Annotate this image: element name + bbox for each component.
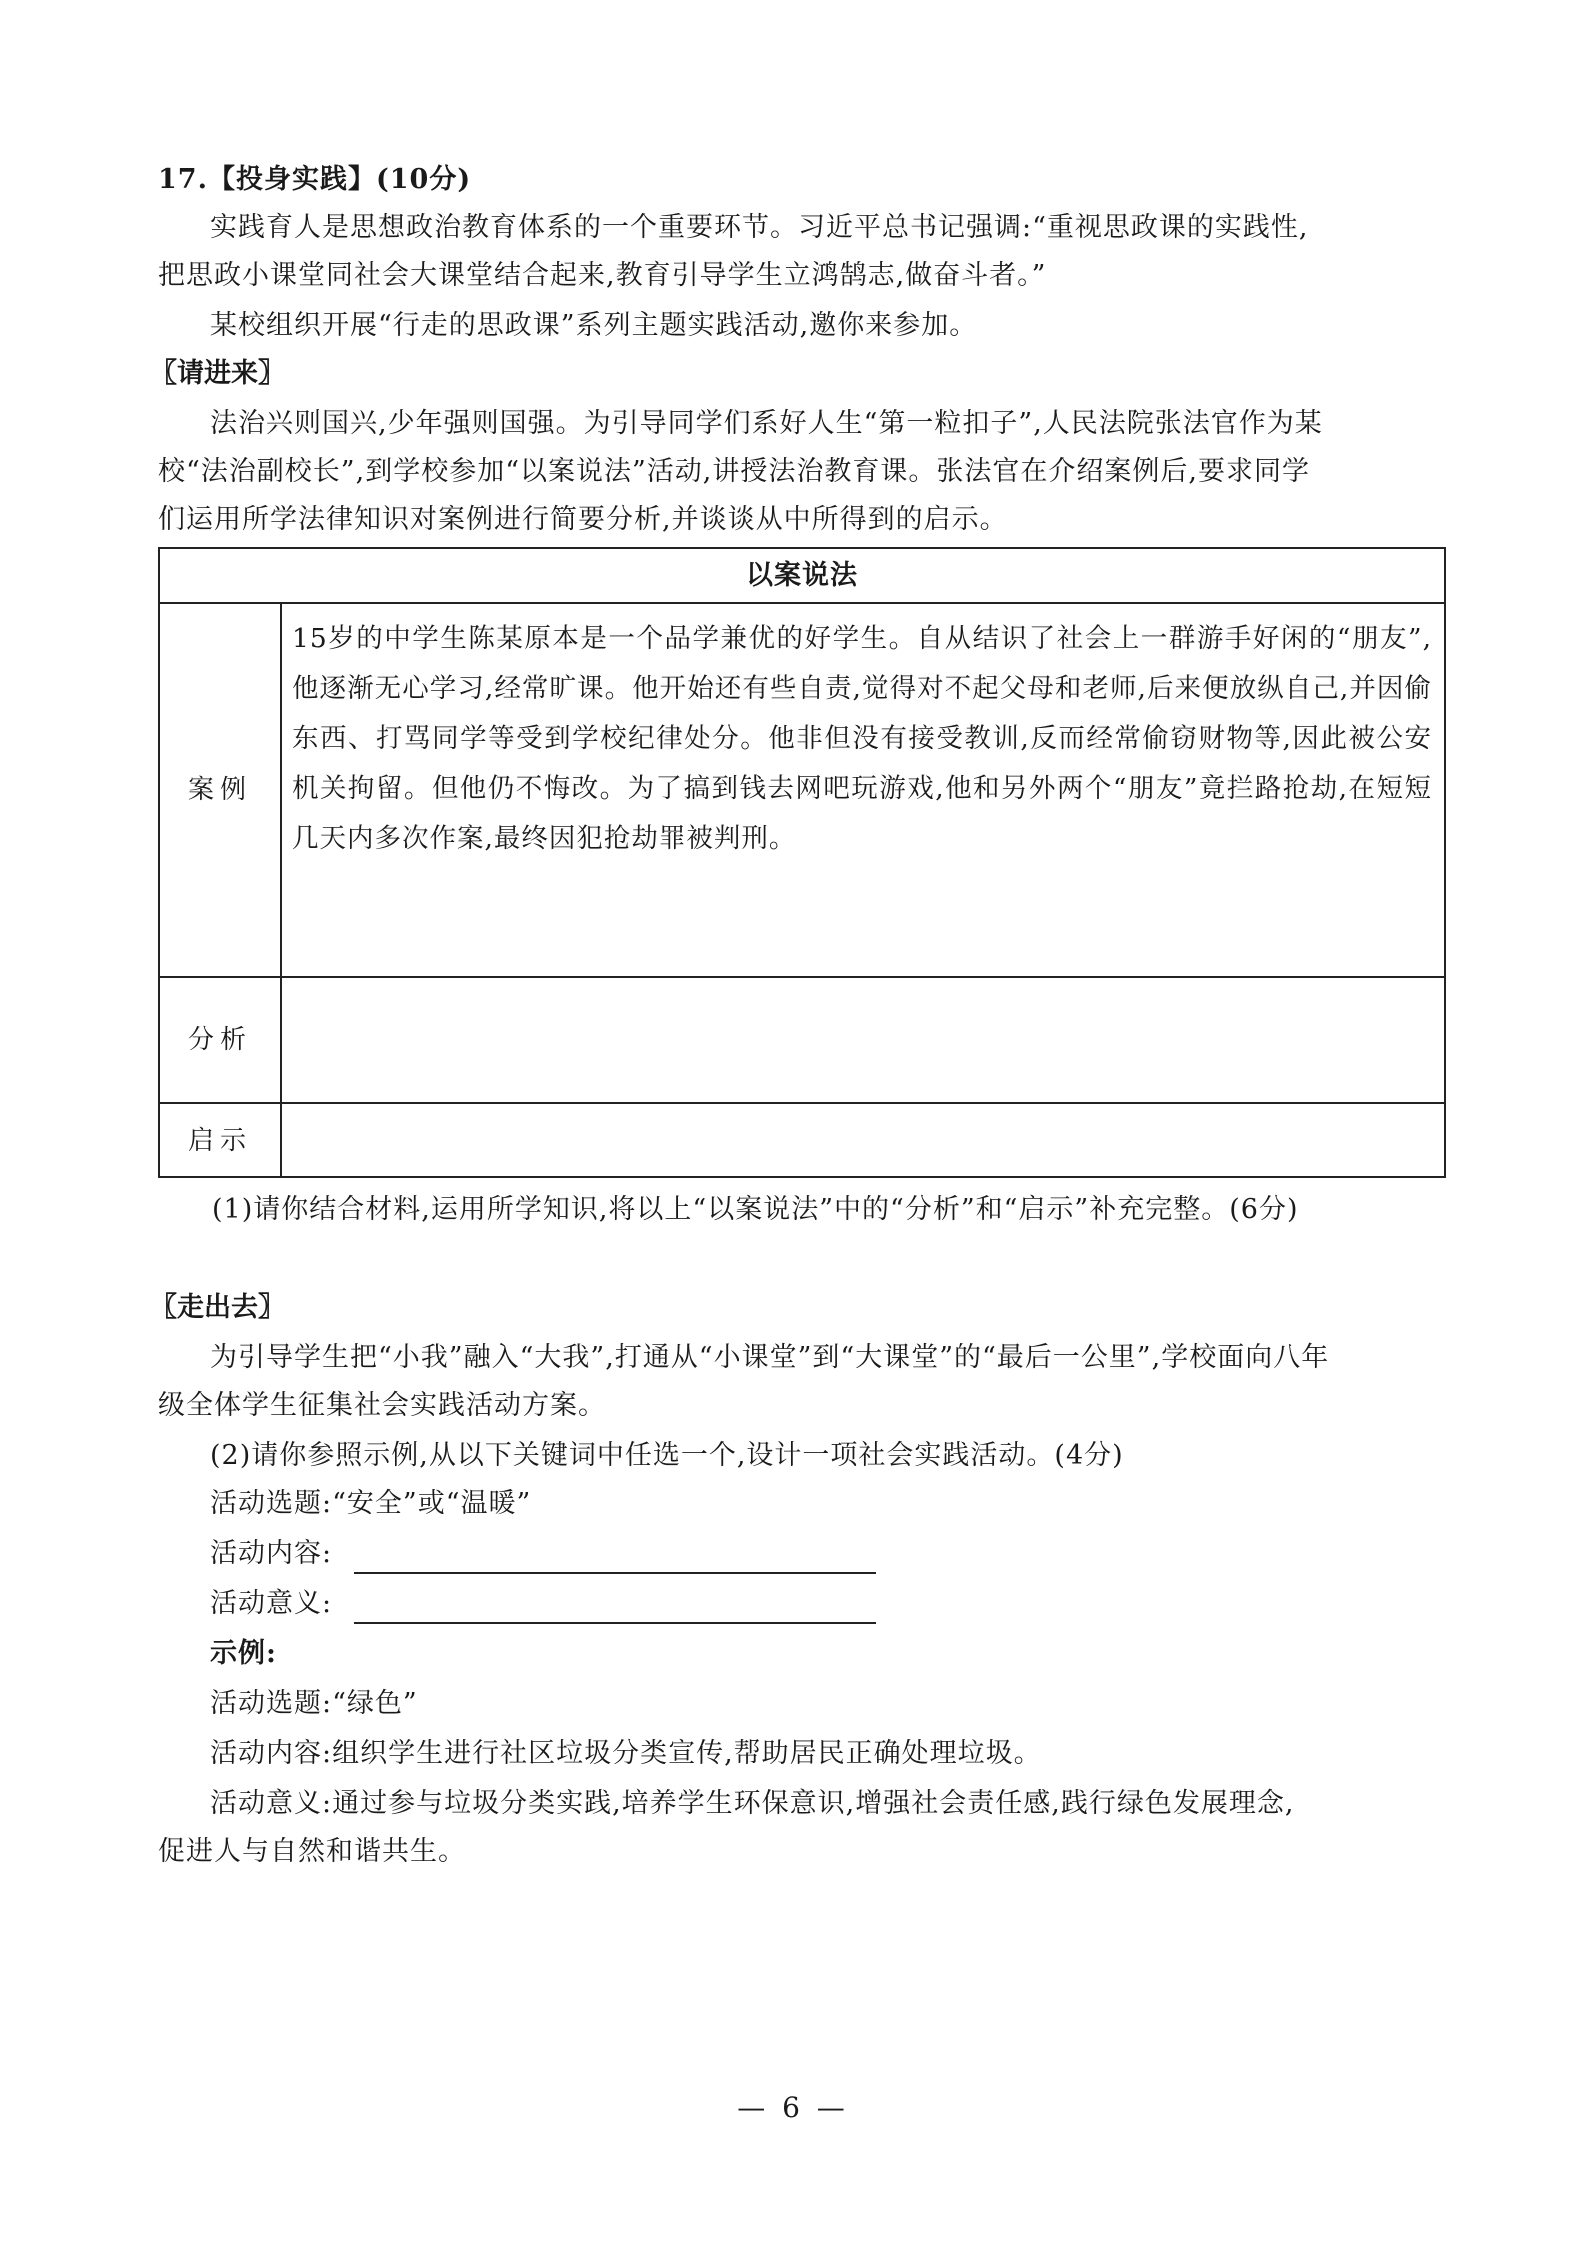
example-heading: 示例: (210, 1638, 277, 1669)
activity-meaning-label: 活动意义: (210, 1588, 333, 1619)
activity-content-blank[interactable] (354, 1572, 876, 1574)
row-label-case: 案例 (187, 775, 252, 805)
insight-answer-area[interactable] (284, 1106, 1442, 1176)
intro-line-1: 实践育人是思想政治教育体系的一个重要环节。习近平总书记强调:“重视思政课的实践性, (210, 212, 1309, 243)
example-meaning-line-1: 活动意义:通过参与垃圾分类实践,培养学生环保意识,增强社会责任感,践行绿色发展理念, (210, 1788, 1295, 1819)
row-label-insight: 启示 (187, 1126, 252, 1156)
example-meaning-line-2: 促进人与自然和谐共生。 (158, 1836, 466, 1867)
question-heading: 17.【投身实践】(10分) (158, 164, 472, 195)
activity-content-label: 活动内容: (210, 1538, 333, 1569)
sub-question-2: (2)请你参照示例,从以下关键词中任选一个,设计一项社会实践活动。(4分) (210, 1440, 1124, 1471)
intro-line-3: 某校组织开展“行走的思政课”系列主题实践活动,邀你来参加。 (210, 310, 978, 341)
case-table (158, 547, 1446, 1178)
row-label-analysis: 分析 (187, 1025, 252, 1055)
row-divider (160, 976, 1444, 978)
section2-line-1: 为引导学生把“小我”融入“大我”,打通从“小课堂”到“大课堂”的“最后一公里”,学校面向八年 (210, 1342, 1330, 1373)
row-divider (160, 1102, 1444, 1104)
section-tag-come-in: 〖请进来〗 (150, 358, 285, 389)
activity-meaning-blank[interactable] (354, 1622, 876, 1624)
activity-topic-options: 活动选题:“安全”或“温暖” (210, 1488, 532, 1519)
section-tag-go-out: 〖走出去〗 (150, 1292, 285, 1323)
table-title: 以案说法 (160, 549, 1444, 604)
analysis-answer-area[interactable] (284, 980, 1442, 1100)
page-number: — 6 — (737, 2091, 849, 2124)
case-content: 15岁的中学生陈某原本是一个品学兼优的好学生。自从结识了社会上一群游手好闲的“朋友”,他逐渐无心学习,经常旷课。他开始还有些自责,觉得对不起父母和老师,后来便放纵自己,并因偷东西、打骂同学等受到学校纪律处分。他非但没有接受教训,反而经常偷窃财物等,因此被公安机关拘留。但他仍不悔改。为了搞到钱去网吧玩游戏,他和另外两个“朋友”竟拦路抢劫,在短短几天内多次作案,最终因犯抢劫罪被判刑。 (292, 623, 1432, 854)
example-topic: 活动选题:“绿色” (210, 1688, 418, 1719)
table-column-divider (280, 604, 282, 1178)
section1-line-1: 法治兴则国兴,少年强则国强。为引导同学们系好人生“第一粒扣子”,人民法院张法官作为某 (210, 408, 1323, 439)
example-content: 活动内容:组织学生进行社区垃圾分类宣传,帮助居民正确处理垃圾。 (210, 1738, 1042, 1769)
section1-line-3: 们运用所学法律知识对案例进行简要分析,并谈谈从中所得到的启示。 (158, 504, 1008, 535)
section2-line-2: 级全体学生征集社会实践活动方案。 (158, 1390, 606, 1421)
section1-line-2: 校“法治副校长”,到学校参加“以案说法”活动,讲授法治教育课。张法官在介绍案例后,要求同学 (158, 456, 1310, 487)
intro-line-2: 把思政小课堂同社会大课堂结合起来,教育引导学生立鸿鹄志,做奋斗者。” (158, 260, 1047, 291)
sub-question-1: (1)请你结合材料,运用所学知识,将以上“以案说法”中的“分析”和“启示”补充完整。(6分) (212, 1194, 1299, 1225)
